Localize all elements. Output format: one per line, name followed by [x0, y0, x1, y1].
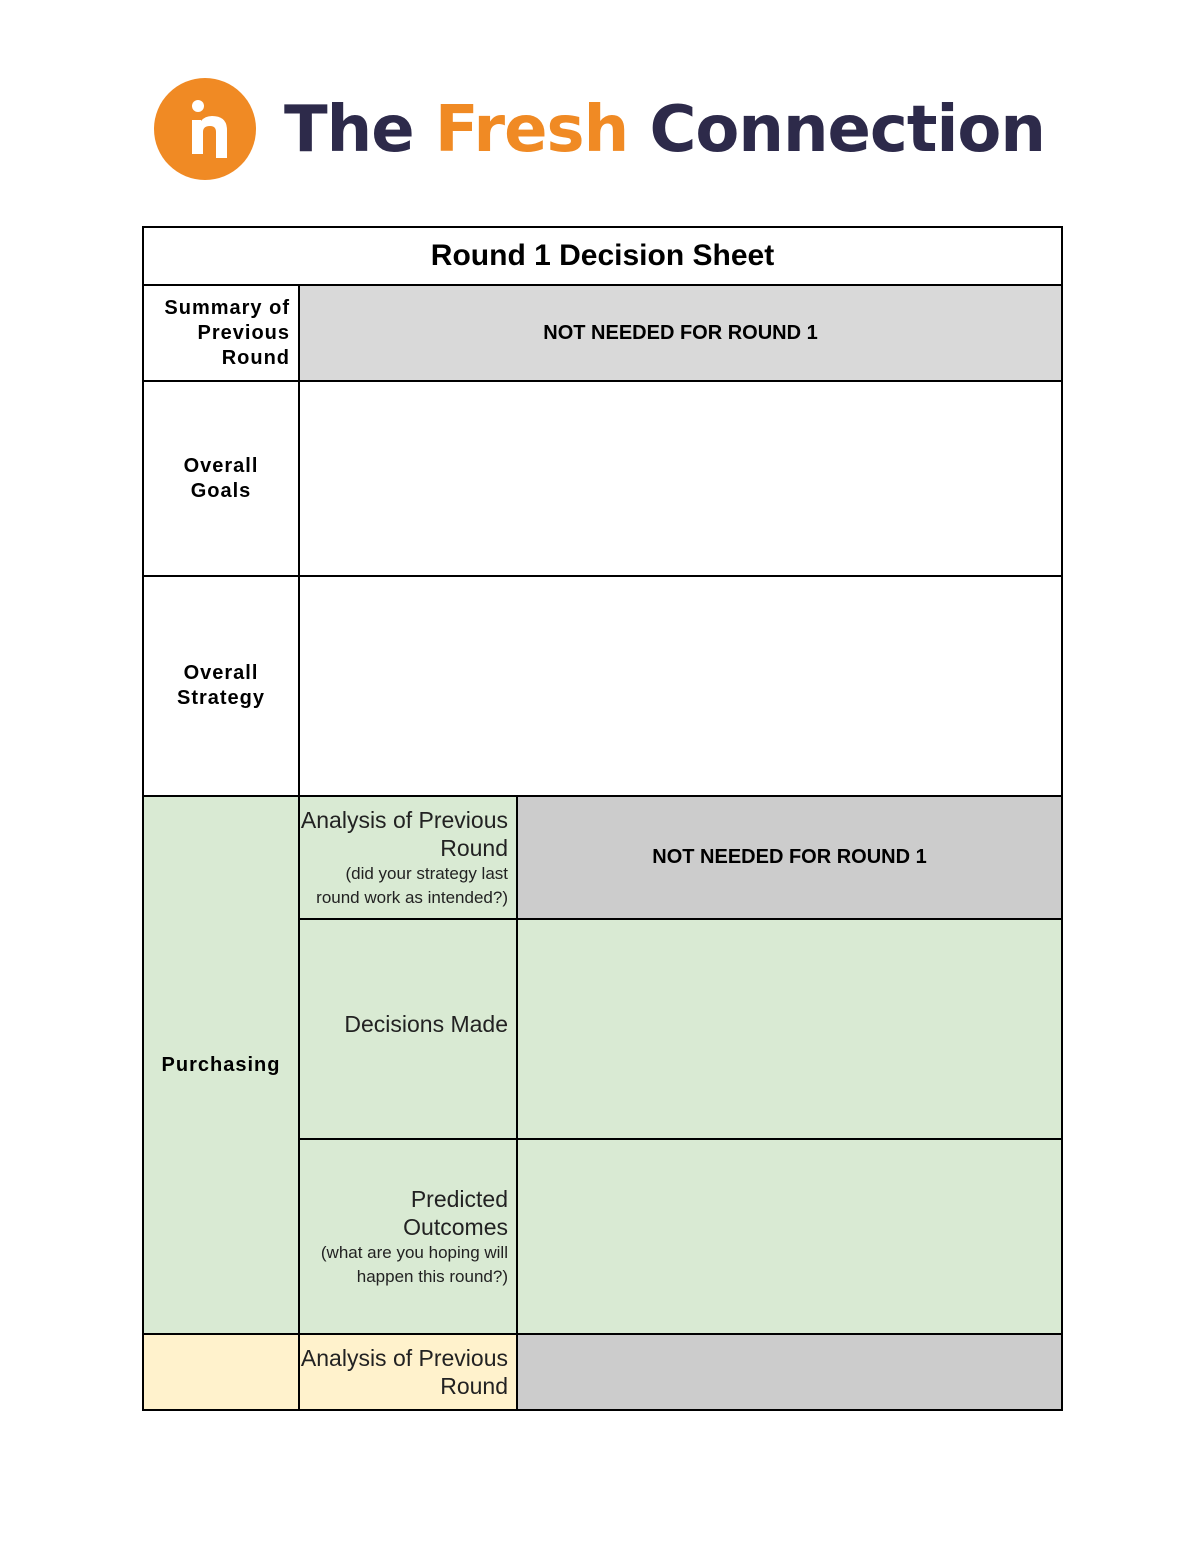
strategy-value[interactable] [298, 575, 1063, 797]
purchasing-analysis-hint: (did your strategy last round work as intended?) [316, 863, 508, 907]
brand-name-part1: The [284, 93, 414, 167]
purchasing-analysis-value[interactable]: NOT NEEDED FOR ROUND 1 [516, 795, 1063, 920]
purchasing-predicted-hint: (what are you hoping will happen this round?) [320, 1242, 508, 1286]
purchasing-predicted-title: Predicted Outcomes [403, 1185, 508, 1240]
goals-value[interactable] [298, 380, 1063, 577]
purchasing-decisions-label: Decisions Made [298, 918, 518, 1140]
purchasing-predicted-value[interactable] [516, 1138, 1063, 1335]
next-section-label [142, 1333, 300, 1411]
brand-logo [152, 76, 1045, 186]
purchasing-predicted-label [298, 1138, 518, 1335]
purchasing-analysis-label [298, 795, 518, 920]
logo-mark-icon [152, 76, 258, 182]
brand-name [284, 90, 1045, 170]
goals-label: Overall Goals [142, 380, 300, 577]
purchasing-decisions-value[interactable] [516, 918, 1063, 1140]
brand-name-part2: Fresh [434, 93, 629, 167]
brand-name-part3: Connection [649, 93, 1045, 167]
next-analysis-label: Analysis of Previous Round [298, 1333, 518, 1411]
decision-sheet [142, 226, 1063, 1411]
purchasing-label: Purchasing [142, 795, 300, 1335]
purchasing-analysis-title: Analysis of Previous Round [300, 806, 508, 861]
next-analysis-value[interactable] [516, 1333, 1063, 1411]
strategy-label: Overall Strategy [142, 575, 300, 797]
summary-label: Summary of Previous Round [142, 284, 300, 382]
sheet-title: Round 1 Decision Sheet [142, 226, 1063, 286]
summary-value[interactable]: NOT NEEDED FOR ROUND 1 [298, 284, 1063, 382]
